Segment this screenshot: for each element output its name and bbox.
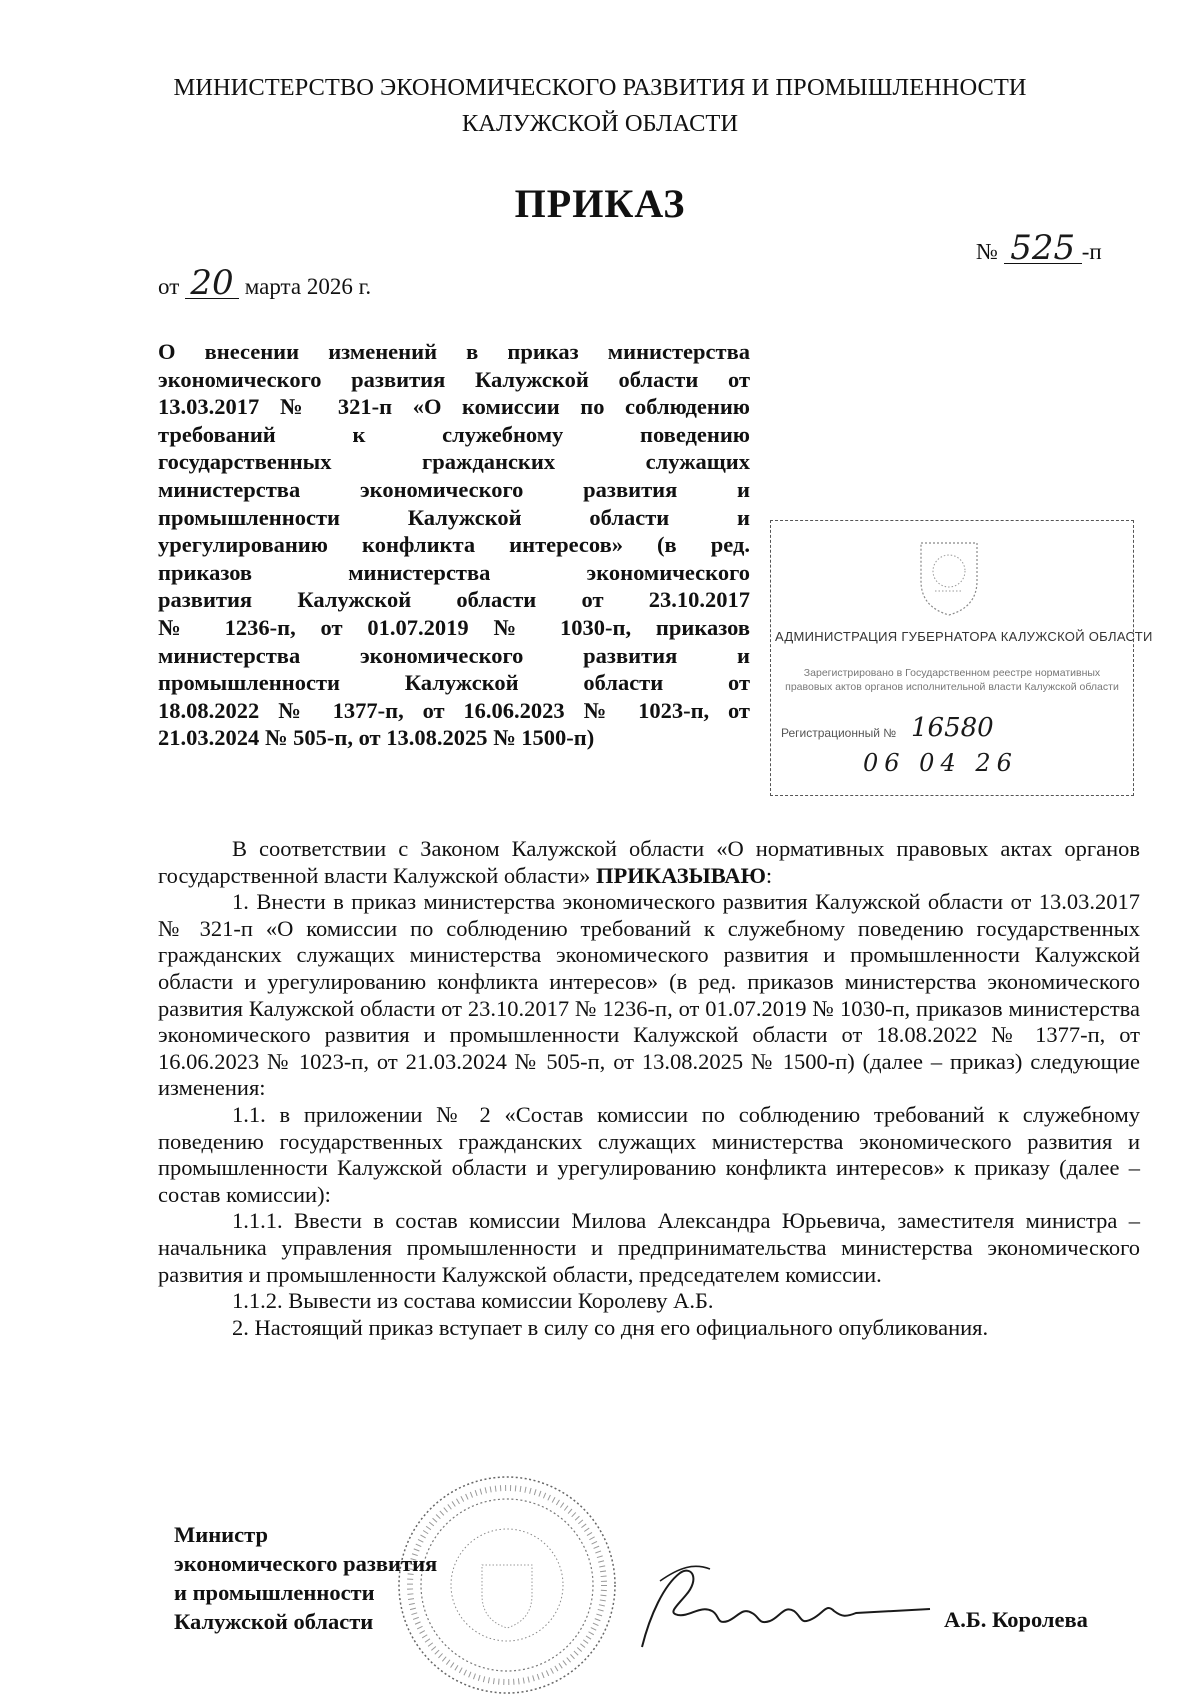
signatory-title-line: и промышленности [174,1580,375,1605]
body-paragraph-1-1-1: 1.1.1. Ввести в состав комиссии Милова Александра Юрьевича, заместителя министра – начальника управления промышленности и предпринимательства министерства экономического развития и промышленности Калужской области, председателем комиссии. [158,1208,1140,1287]
heading-line: 18.08.2022 № 1377-п, от 16.06.2023 № 1023-п, от [158,697,750,723]
coat-of-arms-icon [913,535,985,619]
number-handwritten: 525 [1004,233,1082,264]
heading-line: урегулированию конфликта интересов» (в ред. [158,532,750,558]
intro-command: ПРИКАЗЫВАЮ [596,862,766,888]
signatory-title-line: Министр [174,1522,268,1547]
heading-line: министерства экономического развития и [158,642,750,668]
heading-line: О внесении изменений в приказ министерства [158,339,750,364]
body-paragraph-2: 2. Настоящий приказ вступает в силу со дня его официального опубликования. [232,1314,989,1340]
signatory-name: А.Б. Королева [944,1607,1088,1632]
heading-line: промышленности Калужской области от [158,670,750,696]
date-prefix: от [158,274,180,299]
heading-line: министерства экономического развития и [158,476,750,502]
stamp-reg-number: 16580 [911,713,994,743]
registration-stamp [770,520,1153,796]
heading-line: приказов министерства экономического [158,559,750,585]
heading-line: 13.03.2017 № 321-п «О комиссии по соблюдению [158,394,750,420]
body-paragraph-1: 1. Внести в приказ министерства экономического развития Калужской области от 13.03.2017 № 321-п «О комиссии по соблюдению требований к служебному поведению государственных гражданских служащих министерства экономического развития и промышленности Калужской области и урегулированию конфликта интересов» (в ред. приказов министерства экономического развития Калужской области от 23.10.2017 № 1236-п, от 01.07.2019 № 1030-п, приказов министерства экономического развития и промышленности Калужской области от 18.08.2022 № 1377-п, от 16.06.2023 № 1023-п, от 21.03.2024 № 505-п, от 13.08.2025 № 1500-п) (далее – приказ) следующие изменения: [158,889,1140,1101]
body-intro [158,836,1140,889]
order-date [158,263,372,303]
signatory-title-line: экономического развития [174,1551,438,1576]
signatory-title-line: Калужской области [174,1609,374,1634]
heading-line: промышленности Калужской области и [158,504,750,530]
heading-line: № 1236-п, от 01.07.2019 № 1030-п, приказов [158,614,750,640]
heading-line: экономического развития Калужской области от [158,366,750,392]
number-suffix: -п [1081,239,1102,264]
order-number [976,228,1102,268]
heading-line: 21.03.2024 № 505-п, от 13.08.2025 № 1500-п) [158,725,595,751]
stamp-subtext: Зарегистрировано в Государственном реестре нормативных правовых актов органов исполнительной власти Калужской области [785,667,1119,693]
body-paragraph-1-1-2: 1.1.2. Вывести из состава комиссии Королеву А.Б. [232,1288,714,1314]
number-prefix: № [976,239,998,264]
order-heading [158,338,750,752]
heading-line: развития Калужской области от 23.10.2017 [158,587,750,613]
signatory-title [174,1520,437,1636]
date-day-handwritten: 20 [185,268,239,299]
stamp-reg-date: 06 04 26 [863,749,1018,777]
intro-colon: : [765,862,773,888]
heading-line: государственных гражданских служащих [158,449,750,475]
order-body [158,836,1140,1341]
stamp-organization: АДМИНИСТРАЦИЯ ГУБЕРНАТОРА КАЛУЖСКОЙ ОБЛАСТИ [775,629,1153,644]
ministry-name-line1: МИНИСТЕРСТВО ЭКОНОМИЧЕСКОГО РАЗВИТИЯ И ПРОМЫШЛЕННОСТИ [173,74,1027,101]
body-paragraph-1-1: 1.1. в приложении № 2 «Состав комиссии по соблюдению требований к служебному поведению государственных гражданских служащих министерства экономического развития и промышленности Калужской области и урегулированию конфликта интересов» к приказу (далее – состав комиссии): [158,1101,1140,1207]
handwritten-signature-icon [620,1555,940,1665]
ministry-name-line2: КАЛУЖСКОЙ ОБЛАСТИ [461,110,739,137]
intro-text: В соответствии с Законом Калужской области «О нормативных правовых актах органов государственной власти Калужской области» [158,836,1140,888]
document-type-title: ПРИКАЗ [514,181,686,226]
heading-line: требований к служебному поведению [158,421,750,447]
date-rest: марта 2026 г. [244,274,372,299]
stamp-reg-label: Регистрационный № [781,726,897,740]
